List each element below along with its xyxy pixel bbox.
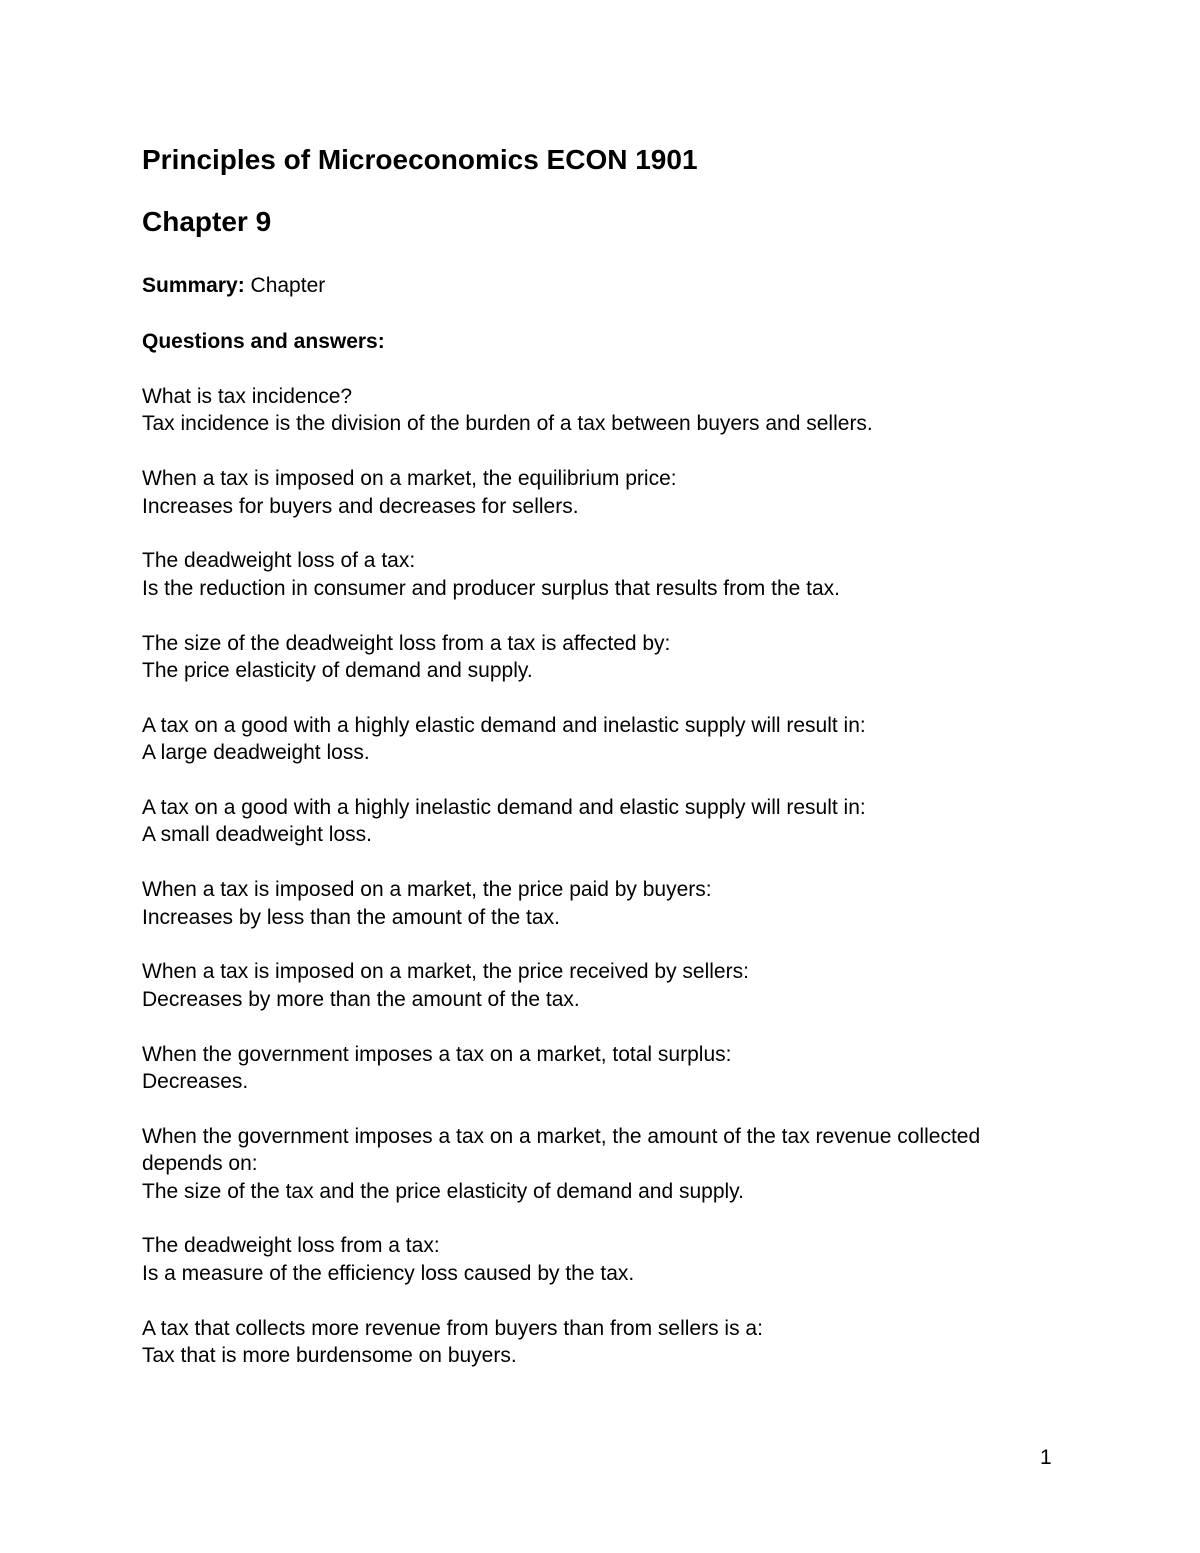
answer: Increases by less than the amount of the tax.: [142, 905, 560, 929]
qa-item: [142, 465, 1042, 520]
question: A tax on a good with a highly elastic demand and inelastic supply will result in:: [142, 713, 866, 737]
page-number: 1: [1040, 1446, 1052, 1469]
answer: Is the reduction in consumer and producer surplus that results from the tax.: [142, 576, 841, 600]
question: When a tax is imposed on a market, the price received by sellers:: [142, 960, 749, 984]
question: The deadweight loss of a tax:: [142, 549, 416, 573]
question: What is tax incidence?: [142, 385, 353, 408]
question: When a tax is imposed on a market, the equilibrium price:: [142, 467, 677, 491]
answer: Decreases by more than the amount of the tax.: [142, 987, 580, 1011]
summary-text: Chapter: [244, 274, 326, 297]
qa-item: [142, 1041, 1042, 1096]
answer: The price elasticity of demand and supply.: [142, 659, 533, 683]
chapter-title: Chapter 9: [142, 206, 272, 237]
question: The deadweight loss from a tax:: [142, 1234, 440, 1258]
answer: A small deadweight loss.: [142, 823, 372, 847]
qa-item: [142, 1232, 1042, 1287]
qa-item: [142, 1123, 1042, 1205]
document-title: Principles of Microeconomics ECON 1901: [142, 144, 698, 175]
answer: The size of the tax and the price elasticity of demand and supply.: [142, 1179, 744, 1203]
question: When the government imposes a tax on a market, the amount of the tax revenue collected depends on:: [142, 1124, 981, 1176]
question: The size of the deadweight loss from a tax is affected by:: [142, 631, 671, 655]
question: A tax that collects more revenue from buyers than from sellers is a:: [142, 1316, 763, 1340]
qa-item: [142, 794, 1042, 849]
summary-label: Summary:: [142, 274, 245, 297]
qa-item: [142, 630, 1042, 685]
question: When a tax is imposed on a market, the price paid by buyers:: [142, 878, 712, 902]
answer: Tax incidence is the division of the burden of a tax between buyers and sellers.: [142, 412, 873, 436]
answer: Is a measure of the efficiency loss caused by the tax.: [142, 1261, 635, 1285]
question: A tax on a good with a highly inelastic demand and elastic supply will result in:: [142, 796, 866, 820]
qa-heading: Questions and answers:: [142, 330, 385, 353]
qa-list: [142, 383, 1042, 1369]
question: When the government imposes a tax on a market, total surplus:: [142, 1042, 732, 1066]
qa-item: [142, 958, 1042, 1013]
page-content: [142, 142, 1042, 1397]
qa-item: [142, 1315, 1042, 1370]
answer: Tax that is more burdensome on buyers.: [142, 1344, 517, 1368]
qa-item: [142, 383, 1042, 438]
answer: Decreases.: [142, 1070, 249, 1094]
summary-line: [142, 272, 1042, 299]
qa-item: [142, 876, 1042, 931]
answer: A large deadweight loss.: [142, 741, 370, 765]
qa-item: [142, 712, 1042, 767]
qa-item: [142, 547, 1042, 602]
answer: Increases for buyers and decreases for sellers.: [142, 494, 579, 518]
